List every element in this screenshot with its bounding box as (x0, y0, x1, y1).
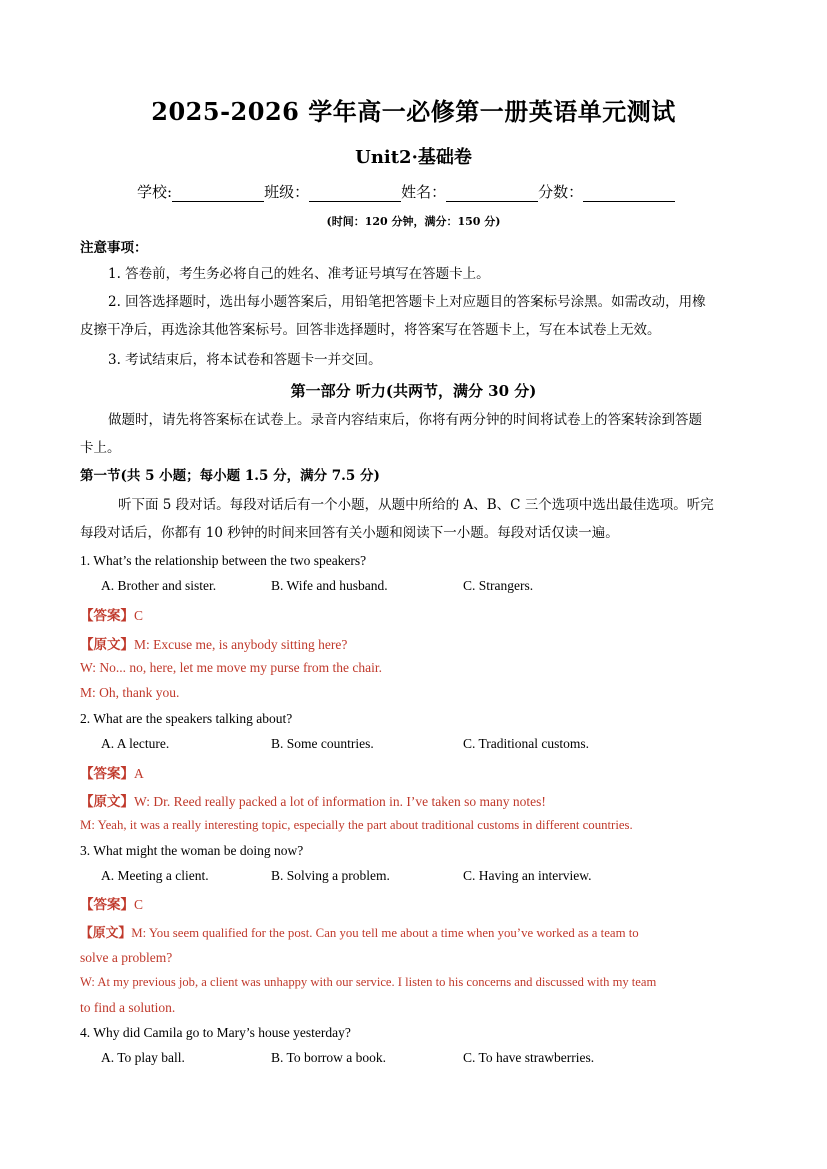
q2-transcript-2: M: Yeah, it was a really interesting topic, especially the part about traditional customs in different countries. (80, 818, 633, 832)
answer-label: 【答案】 (80, 897, 134, 912)
q1-option-a[interactable]: A. Brother and sister. (101, 578, 217, 593)
answer-label: 【答案】 (80, 608, 134, 623)
question-4: 4. Why did Camila go to Mary’s house yesterday? (80, 1025, 351, 1040)
section-title: 第一节(共 5 小题；每小题 1.5 分，满分 7.5 分) (80, 468, 380, 484)
q3-transcript-2: solve a problem? (80, 950, 173, 965)
q3-transcript-3: W: At my previous job, a client was unhappy with our service. I listen to his concerns and discussed with my team (80, 975, 657, 989)
class-blank[interactable] (309, 183, 401, 202)
q2-transcript-line1 (80, 790, 546, 810)
score-label: 分数： (538, 183, 584, 201)
q1-transcript-2: W: No... no, here, let me move my purse from the chair. (80, 660, 383, 675)
part-intro-line2: 卡上。 (80, 440, 121, 456)
q4-option-a[interactable]: A. To play ball. (101, 1050, 185, 1065)
school-label: 学校: (137, 183, 173, 201)
q2-answer: A (134, 766, 144, 781)
q3-transcript-4: to find a solution. (80, 1000, 176, 1015)
notice-item-3: 3. 考试结束后，将本试卷和答题卡一并交回。 (108, 352, 382, 368)
transcript-label: 【原文】 (80, 926, 132, 940)
notice-heading: 注意事项： (80, 240, 148, 256)
q1-answer-line (80, 604, 143, 624)
section-intro-line2: 每段对话后，你都有 10 秒钟的时间来回答有关小题和阅读下一小题。每段对话仅读一遍。 (80, 525, 619, 541)
q3-transcript-line1 (80, 922, 639, 941)
q1-transcript-line1 (80, 633, 347, 653)
transcript-label: 【原文】 (80, 794, 134, 809)
q3-transcript-1: M: You seem qualified for the post. Can you tell me about a time when you’ve worked as a team to (131, 926, 639, 940)
section-intro-line1: 听下面 5 段对话。每段对话后有一个小题，从题中所给的 A、B、C 三个选项中选出最佳选项。听完 (118, 497, 714, 513)
page-title: 2025-2026 学年高一必修第一册英语单元测试 (151, 97, 676, 126)
q1-transcript-1: M: Excuse me, is anybody sitting here? (134, 637, 348, 652)
question-2: 2. What are the speakers talking about? (80, 711, 293, 726)
part-intro-line1: 做题时，请先将答案标在试卷上。录音内容结束后，你将有两分钟的时间将试卷上的答案转涂到答题 (108, 412, 702, 428)
q4-option-b[interactable]: B. To borrow a book. (271, 1050, 387, 1065)
notice-item-2-cont: 皮擦干净后，再选涂其他答案标号。回答非选择题时，将答案写在答题卡上，写在本试卷上无效。 (80, 322, 661, 338)
class-label: 班级： (264, 183, 310, 201)
question-3: 3. What might the woman be doing now? (80, 843, 304, 858)
q1-transcript-3: M: Oh, thank you. (80, 685, 180, 700)
part-title: 第一部分 听力(共两节，满分 30 分) (290, 382, 537, 400)
q1-answer: C (134, 608, 144, 623)
q4-option-c[interactable]: C. To have strawberries. (463, 1050, 595, 1065)
q2-option-b[interactable]: B. Some countries. (271, 736, 374, 751)
q2-option-c[interactable]: C. Traditional customs. (463, 736, 590, 751)
q2-transcript-1: W: Dr. Reed really packed a lot of information in. I’ve taken so many notes! (134, 794, 546, 809)
name-label: 姓名： (401, 183, 447, 201)
q1-option-b[interactable]: B. Wife and husband. (271, 578, 388, 593)
name-blank[interactable] (446, 183, 538, 202)
q3-option-a[interactable]: A. Meeting a client. (101, 868, 209, 883)
q1-option-c[interactable]: C. Strangers. (463, 578, 534, 593)
score-blank[interactable] (583, 183, 675, 202)
q2-option-a[interactable]: A. A lecture. (101, 736, 170, 751)
q3-option-c[interactable]: C. Having an interview. (463, 868, 592, 883)
q2-answer-line (80, 762, 144, 782)
q3-answer-line (80, 893, 143, 913)
school-blank[interactable] (172, 183, 264, 202)
q3-option-b[interactable]: B. Solving a problem. (271, 868, 390, 883)
question-1: 1. What’s the relationship between the two speakers? (80, 553, 367, 568)
notice-item-2: 2. 回答选择题时，选出每小题答案后，用铅笔把答题卡上对应题目的答案标号涂黑。如需改动，用橡 (108, 294, 706, 310)
notice-item-1: 1. 答卷前，考生务必将自己的姓名、准考证号填写在答题卡上。 (108, 266, 490, 282)
transcript-label: 【原文】 (80, 637, 134, 652)
time-info: (时间：120 分钟，满分：150 分) (326, 215, 501, 228)
info-fields (137, 181, 675, 202)
answer-label: 【答案】 (80, 766, 134, 781)
q3-answer: C (134, 897, 144, 912)
page-subtitle: Unit2·基础卷 (355, 147, 472, 168)
